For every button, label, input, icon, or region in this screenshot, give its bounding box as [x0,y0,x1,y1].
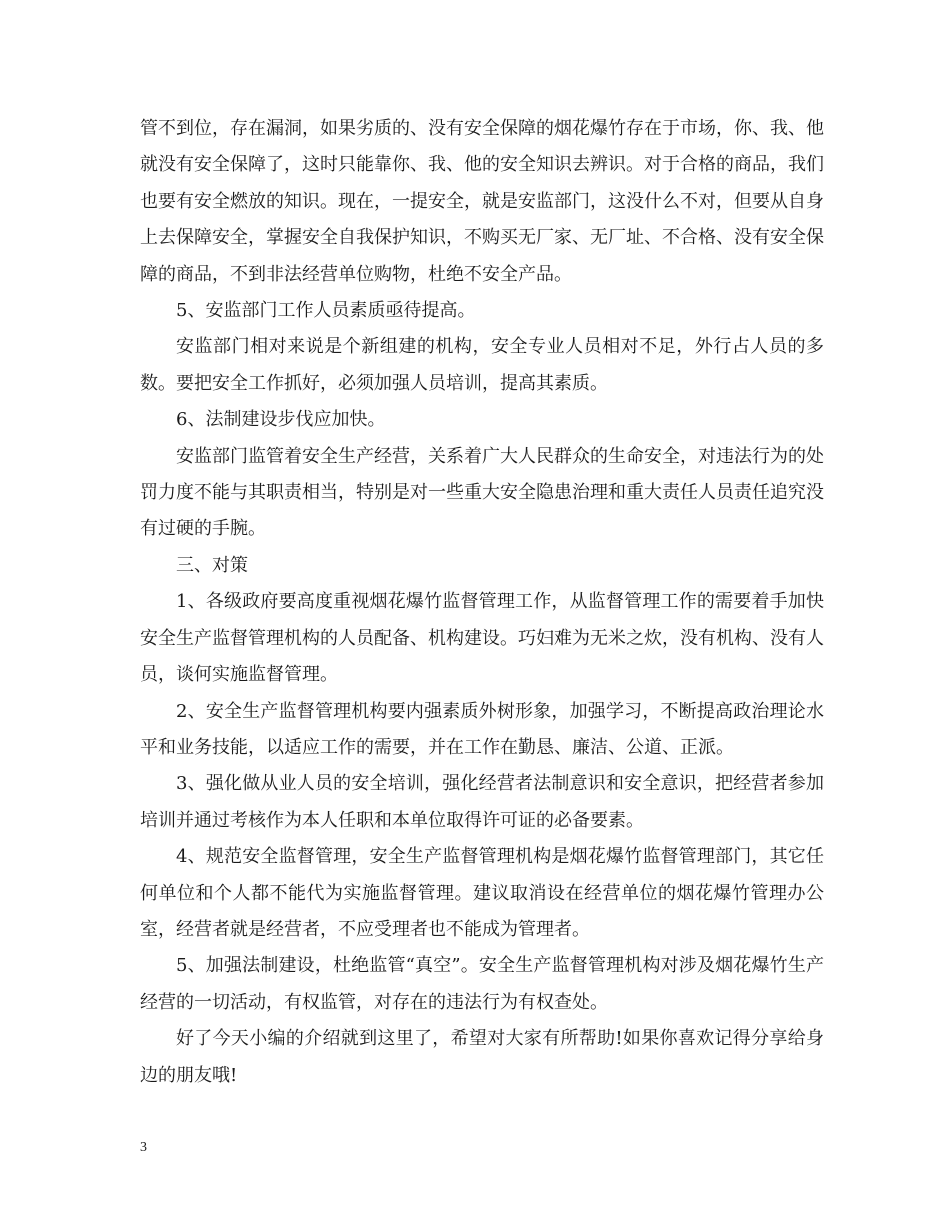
paragraph-countermeasure-5: 5、加强法制建设，杜绝监管“真空”。安全生产监督管理机构对涉及烟花爆竹生产经营的一切活动，有权监管，对存在的违法行为有权查处。 [140,955,824,1013]
paragraph-item-6-heading: 6、法制建设步伐应加快。 [176,409,386,431]
paragraph-item-6-body: 安监部门监管着安全生产经营，关系着广大人民群众的生命安全，对违法行为的处罚力度不能与其职责相当，特别是对一些重大安全隐患治理和重大责任人员责任追究没有过硬的手腕。 [140,445,824,540]
paragraph-countermeasure-1: 1、各级政府要高度重视烟花爆竹监督管理工作，从监督管理工作的需要着手加快安全生产监督管理机构的人员配备、机构建设。巧妇难为无米之炊，没有机构、没有人员，谈何实施监督管理。 [140,591,824,686]
paragraph-item-5-body: 安监部门相对来说是个新组建的机构，安全专业人员相对不足，外行占人员的多数。要把安全工作抓好，必须加强人员培训，提高其素质。 [140,336,824,394]
document-body [140,111,824,1094]
section-heading-countermeasures: 三、对策 [176,554,248,576]
page-number: 3 [140,1140,147,1155]
paragraph-countermeasure-4: 4、规范安全监督管理，安全生产监督管理机构是烟花爆竹监督管理部门，其它任何单位和个人都不能代为实施监督管理。建议取消设在经营单位的烟花爆竹管理办公室，经营者就是经营者，不应受理者也不能成为管理者。 [140,846,824,940]
paragraph-countermeasure-2: 2、安全生产监督管理机构要内强素质外树形象，加强学习，不断提高政治理论水平和业务技能，以适应工作的需要，并在工作在勤恳、廉洁、公道、正派。 [140,700,824,758]
paragraph-countermeasure-3: 3、强化做从业人员的安全培训，强化经营者法制意识和安全意识，把经营者参加培训并通过考核作为本人任职和本单位取得许可证的必备要素。 [140,773,824,831]
paragraph-continuation: 管不到位，存在漏洞，如果劣质的、没有安全保障的烟花爆竹存在于市场，你、我、他就没有安全保障了，这时只能靠你、我、他的安全知识去辨识。对于合格的商品，我们也要有安全燃放的知识。现在，一提安全，就是安监部门，这没什么不对，但要从自身上去保障安全，掌握安全自我保护知识，不购买无厂家、无厂址、不合格、没有安全保障的商品，不到非法经营单位购物，杜绝不安全产品。 [140,118,824,285]
paragraph-closing: 好了今天小编的介绍就到这里了，希望对大家有所帮助!如果你喜欢记得分享给身边的朋友哦! [140,1028,824,1086]
paragraph-item-5-heading: 5、安监部门工作人员素质亟待提高。 [176,300,476,322]
